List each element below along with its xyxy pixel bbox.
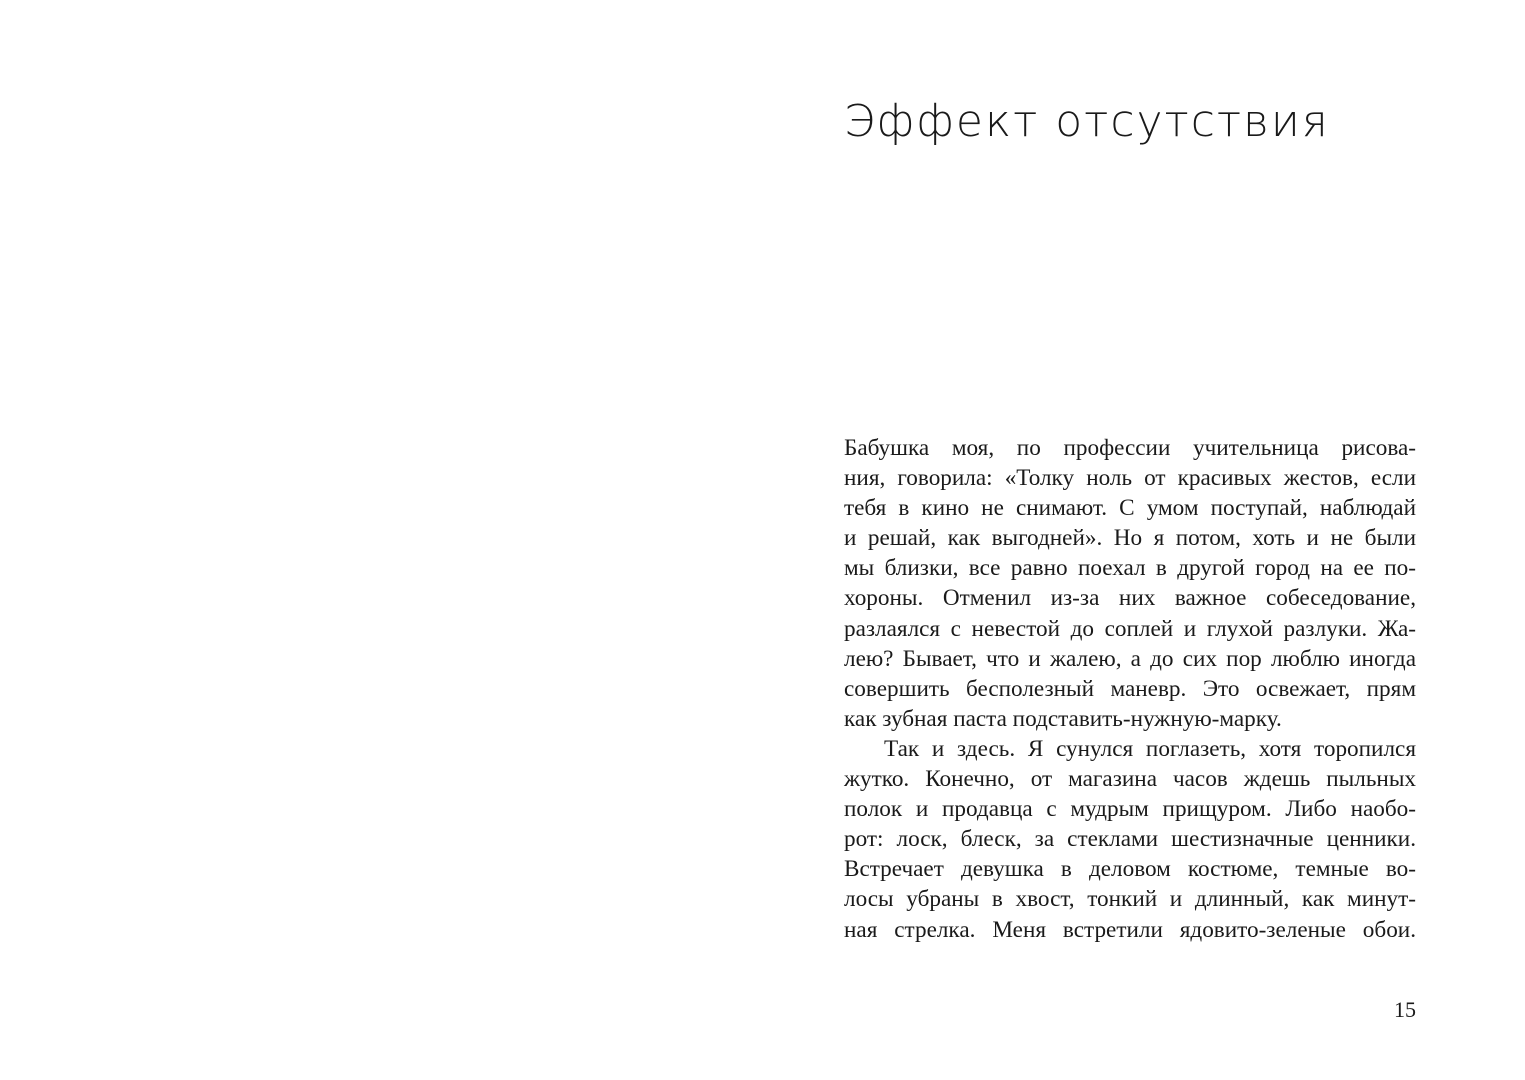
- right-page: [762, 0, 1525, 1080]
- text-line: Так и здесь. Я сунулся поглазеть, хотя торопился: [884, 735, 1416, 762]
- chapter-title: Эффект отсутствия: [844, 96, 1330, 147]
- text-line: совершить бесполезный маневр. Это освежает, прям: [844, 675, 1416, 702]
- paragraph-1: [844, 433, 1416, 734]
- text-line: жутко. Конечно, от магазина часов ждешь пыльных: [844, 766, 1416, 793]
- text-line: и решай, как выгодней». Но я потом, хоть и не были: [844, 525, 1416, 552]
- text-line: лосы убраны в хвост, тонкий и длинный, как минут-: [844, 886, 1416, 913]
- page-number: 15: [1394, 997, 1416, 1022]
- text-line: полок и продавца с мудрым прищуром. Либо наобо-: [844, 796, 1416, 823]
- text-line: Встречает девушка в деловом костюме, темные во-: [844, 856, 1416, 883]
- text-line: тебя в кино не снимают. С умом поступай, наблюдай: [844, 495, 1416, 522]
- left-page-blank: [0, 0, 762, 1080]
- text-line: рот: лоск, блеск, за стеклами шестизначные ценники.: [844, 826, 1416, 853]
- text-line: хороны. Отменил из-за них важное собеседование,: [844, 585, 1416, 612]
- text-line: как зубная паста подставить-нужную-марку.: [844, 705, 1282, 732]
- text-line: ная стрелка. Меня встретили ядовито-зеленые обои.: [844, 916, 1416, 943]
- paragraph-2: [844, 734, 1416, 945]
- text-line: мы близки, все равно поехал в другой город на ее по-: [844, 555, 1416, 582]
- text-line: лею? Бывает, что и жалею, а до сих пор люблю иногда: [844, 645, 1416, 672]
- text-line: Бабушка моя, по профессии учительница рисова-: [844, 435, 1416, 461]
- text-line: ния, говорила: «Толку ноль от красивых жестов, если: [844, 465, 1416, 492]
- text-line: разлаялся с невестой до соплей и глухой разлуки. Жа-: [844, 615, 1416, 642]
- body-text: [844, 433, 1416, 945]
